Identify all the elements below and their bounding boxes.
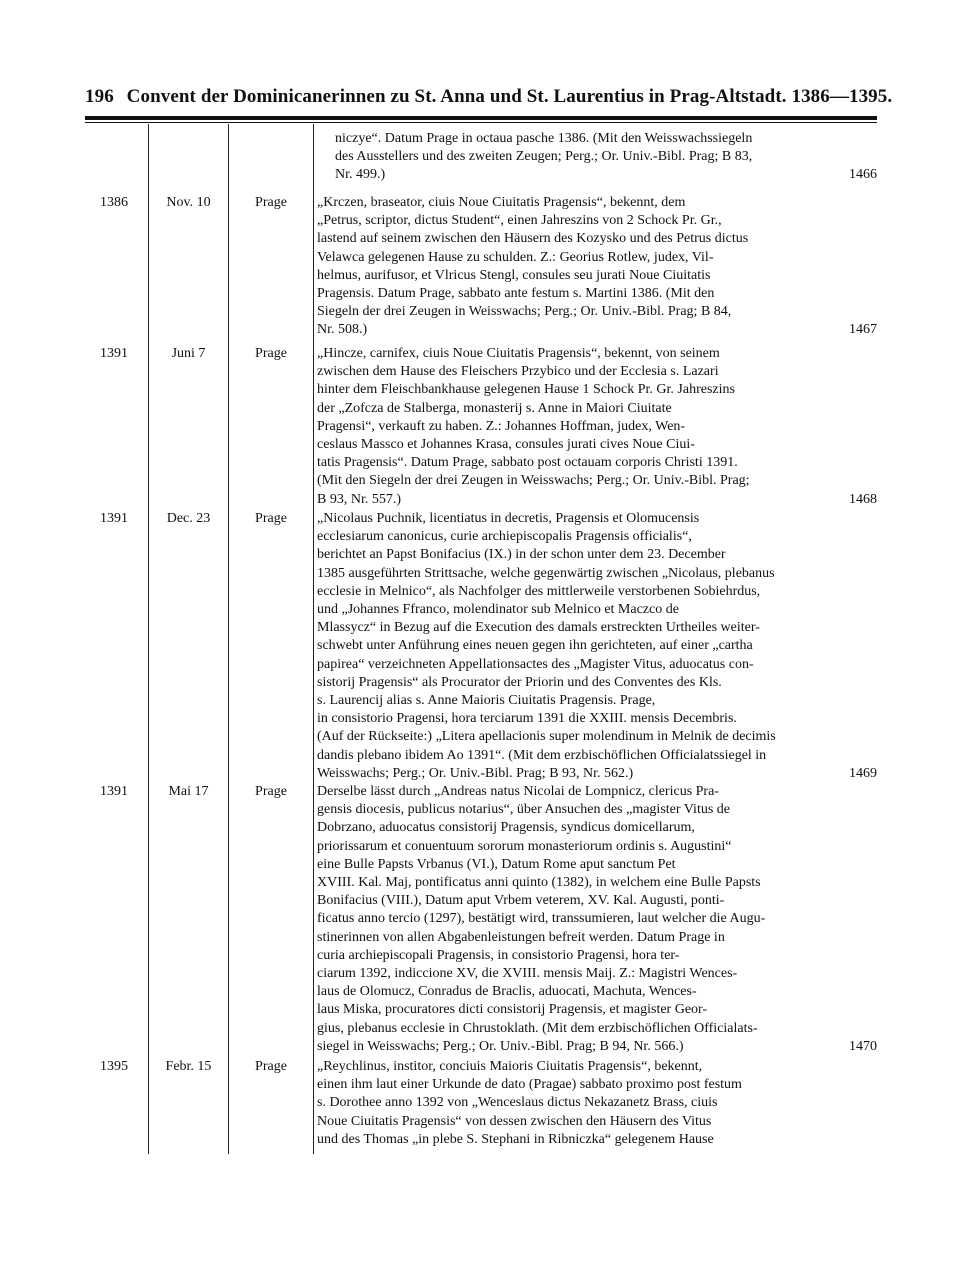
text-line: „Reychlinus, institor, conciuis Maioris Ciuitatis Pragensis“, bekennt, [317,1059,703,1074]
text-line: und „Johannes Ffranco, molendinator sub Melnico et Maczco de [317,602,679,618]
text-line: s. Laurencij alias s. Anne Maioris Ciuitatis Pragensis. Prage, [317,693,656,709]
text-line: ecclesie in Melnico“, als Nachfolger des mittlerweile verstorbenen Sobiehrdus, [317,583,761,599]
entry-number: 1468 [849,491,877,507]
text-line: „Hincze, carnifex, ciuis Noue Ciuitatis Pragensis“, bekennt, von seinem [317,346,720,361]
text-line: Nr. 508.) 1467 [317,321,877,339]
text-line: „Nicolaus Puchnik, licentiatus in decretis, Pragensis et Olomucensis [317,511,700,526]
text-line: „Petrus, scriptor, dictus Student“, einen Jahreszins von 2 Schock Pr. Gr., [317,213,722,229]
column-divider-place [228,124,229,1154]
column-divider-date [148,124,149,1154]
text-line: „Krczen, braseator, ciuis Noue Ciuitatis Pragensis“, bekennt, dem [317,195,686,210]
text-line: Dobrzano, aduocatus consistorij Pragensis, syndicus domicellarum, [317,820,695,836]
text-line: laus de Olomucz, Conradus de Braclis, aduocati, Machuta, Wences- [317,984,697,1000]
entry-place: Prage [255,1059,287,1074]
text-line: Pragensi“, verkauft zu haben. Z.: Johannes Hoffman, judex, Wen- [317,418,686,434]
text-line: Weisswachs; Perg.; Or. Univ.-Bibl. Prag; B 93, Nr. 562.) 1469 [317,765,877,783]
entry-place: Prage [255,784,287,799]
text-line: Noue Ciuitatis Pragensis“ von dessen zwischen den Häusern des Vitus [317,1113,712,1129]
text-line: gius, plebanus ecclesie in Chrustoklath. (Mit dem erzbischöflichen Officialats- [317,1020,758,1036]
entry-number: 1470 [849,1038,877,1054]
page-number: 196 [85,86,114,107]
text-line: zwischen dem Hause des Fleischers Przybico und der Ecclesia s. Lazari [317,364,719,380]
text-line: und des Thomas „in plebe S. Stephani in Ribniczka“ gelegenem Hause [317,1131,714,1147]
text-line: XVIII. Kal. Maj, pontificatus anni quinto (1382), in welchem eine Bulle Papsts [317,875,761,891]
text-line: priorissarum et conuentuum sororum monasteriorum ordinis s. Augustini“ [317,838,732,854]
text-line: eine Bulle Papsts Vrbanus (VI.), Datum Rome aput sanctum Pet [317,856,676,872]
entry-date: Febr. 15 [165,1059,212,1074]
entry-date: Mai 17 [168,784,209,799]
entry-year: 1391 [100,346,128,361]
text-line: Siegeln der drei Zeugen in Weisswachs; Perg.; Or. Univ.-Bibl. Prag; B 84, [317,304,732,320]
text-line: Derselbe lässt durch „Andreas natus Nicolai de Lompnicz, clericus Pra- [317,784,719,799]
text-line: stinerinnen von allen Abgabenleistungen befreit werden. Datum Prage in [317,929,725,945]
entry-number: 1467 [849,322,877,338]
text-line: B 93, Nr. 557.) 1468 [317,491,877,509]
text-line: lastend auf seinem zwischen den Häusern des Kozysko und des Petrus dictus [317,231,749,247]
entry-text [317,783,877,1056]
text-line: niczye“. Datum Prage in octaua pasche 1386. (Mit den Weisswachssiegeln [335,131,753,146]
entry-date: Nov. 10 [166,195,211,210]
entry-date: Juni 7 [171,346,206,361]
entry-year: 1395 [100,1059,128,1074]
entry-text [317,510,877,783]
text-line: dandis plebano ibidem Ao 1391“. (Mit dem erzbischöflichen Officialatssiegel in [317,747,767,763]
entry-place: Prage [255,511,287,526]
text-line: hinter dem Fleischbankhause gelegenen Hause 1 Schock Pr. Gr. Jahreszins [317,382,735,398]
entry-text [317,345,877,509]
text-line: schwebt unter Anführung eines neuen gegen ihn gerichteten, auf einer „cartha [317,638,753,654]
text-line: tatis Pragensis“. Datum Prage, sabbato post octauam corporis Christi 1391. [317,455,738,471]
column-divider-text [313,124,314,1154]
entry-place: Prage [255,346,287,361]
text-line: sistorij Pragensis“ als Procurator der Priorin und des Conventes des Kls. [317,674,722,690]
entry-text [317,194,877,340]
text-line: Nr. 499.) 1466 [335,166,877,184]
text-line: einen ihm laut einer Urkunde de dato (Pragae) sabbato proximo post festum [317,1077,742,1093]
text-line: siegel in Weisswachs; Perg.; Or. Univ.-Bibl. Prag; B 94, Nr. 566.) 1470 [317,1038,877,1056]
text-line: Pragensis. Datum Prage, sabbato ante festum s. Martini 1386. (Mit den [317,286,715,302]
text-line: ecclesiarum canonicus, curie archiepiscopalis Pragensis officialis“, [317,529,692,545]
text-line: papirea“ verzeichneten Appellationsactes des „Magister Vitus, aduocatus con- [317,656,754,672]
entry-date: Dec. 23 [166,511,211,526]
header-rule-thick [85,116,877,120]
text-line: (Mit den Siegeln der drei Zeugen in Weisswachs; Perg.; Or. Univ.-Bibl. Prag; [317,473,750,489]
text-line: berichtet an Papst Bonifacius (IX.) in der schon unter dem 23. December [317,547,726,563]
running-title: Convent der Dominicanerinnen zu St. Anna und St. Laurentius in Prag-Altstadt. 1386—1395. [126,86,893,107]
text-line: ciarum 1392, indiccione XV, die XVIII. mensis Maij. Z.: Magistri Wences- [317,966,738,982]
text-line: Bonifacius (VIII.), Datum aput Vrbem veterem, XV. Kal. Augusti, ponti- [317,893,725,909]
text-line: ceslaus Massco et Johannes Krasa, consules jurati cives Noue Ciui- [317,437,695,453]
text-line: laus Miska, procuratores dicti consistorij Pragensis, et magister Geor- [317,1002,708,1018]
text-line: (Auf der Rückseite:) „Litera apellacionis super molendinum in Melnik de decimis [317,729,776,745]
text-line: s. Dorothee anno 1392 von „Wenceslaus dictus Nekazanetz Brass, ciuis [317,1095,718,1111]
text-line: in consistorio Pragensi, hora terciarum 1391 die XXIII. mensis Decembris. [317,711,737,727]
header-rule-thin [85,122,877,123]
entry-year: 1391 [100,784,128,799]
text-line: 1385 ausgeführten Strittsache, welche gegenwärtig zwischen „Nicolaus, plebanus [317,565,775,581]
entry-text [335,130,877,185]
text-line: des Ausstellers und des zweiten Zeugen; Perg.; Or. Univ.-Bibl. Prag; B 83, [335,149,753,165]
entry-text [317,1058,877,1149]
text-line: Mlassycz“ in Bezug auf die Execution des damals erstreckten Urtheiles weiter- [317,620,760,636]
entry-number: 1469 [849,765,877,781]
entry-year: 1391 [100,511,128,526]
entry-year: 1386 [100,195,128,210]
text-line: gensis diocesis, publicus notarius“, über Ansuchen des „magister Vitus de [317,802,730,818]
page-header [85,86,893,108]
text-line: curia archiepiscopali Pragensis, in consistorio Pragensi, hora ter- [317,947,680,963]
text-line: helmus, aurifusor, et Vlricus Stengl, consules seu jurati Noue Ciuitatis [317,267,711,283]
entry-place: Prage [255,195,287,210]
text-line: Velawca gelegenen Hause zu schulden. Z.: Georius Rotlew, judex, Vil- [317,249,714,265]
text-line: ficatus anno tercio (1297), bestätigt wird, transsumieren, laut welcher die Augu- [317,911,766,927]
text-line: der „Zofcza de Stalberga, monasterij s. Anne in Maiori Ciuitate [317,400,672,416]
entry-number: 1466 [849,167,877,183]
